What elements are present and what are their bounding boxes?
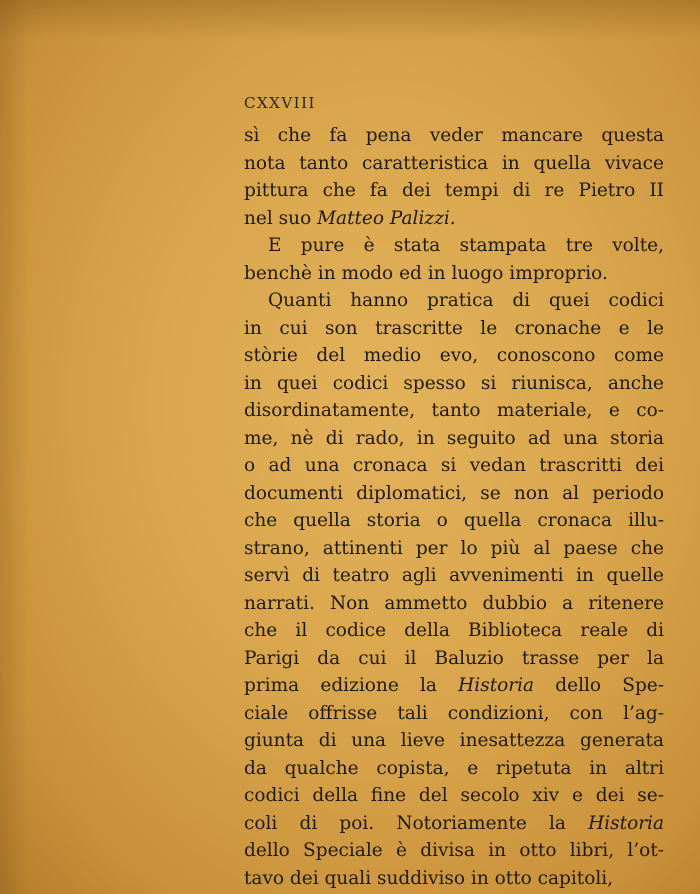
text-segment: E pure è stata stampata tre volte,	[268, 235, 664, 256]
text-segment: documenti diplomatici, se non al periodo	[244, 482, 664, 504]
text-segment: servì di teatro agli avvenimenti in quelle	[244, 565, 664, 586]
text-segment: ciale offrisse tali condizioni, con l’ag-	[244, 702, 664, 724]
text-line	[244, 755, 664, 783]
body-text	[244, 122, 664, 892]
text-line	[244, 177, 664, 205]
italic-title: Historia	[588, 812, 664, 834]
text-segment: codici della fine del secolo xiv e dei se-	[244, 785, 664, 806]
text-segment: giunta di una lieve inesattezza generata	[244, 730, 664, 751]
text-line	[244, 507, 664, 535]
text-line	[244, 480, 664, 508]
text-line	[244, 205, 664, 233]
page-number: CXXVIII	[244, 94, 316, 112]
text-line	[244, 150, 664, 178]
text-line	[244, 370, 664, 398]
text-line	[244, 617, 664, 645]
text-segment: prima edizione la	[244, 675, 459, 696]
text-segment: da qualche copista, e ripetuta in altri	[244, 757, 664, 779]
text-segment: nel suo	[244, 207, 318, 229]
text-line	[244, 260, 664, 288]
text-line	[244, 232, 664, 260]
paragraph	[244, 232, 664, 287]
text-segment: dello Speciale è divisa in otto libri, l’ot-	[244, 840, 664, 861]
text-segment: narrati. Non ammetto dubbio a ritenere	[244, 592, 664, 614]
text-line	[244, 287, 664, 315]
text-line	[244, 535, 664, 563]
text-line	[244, 342, 664, 370]
text-segment: nota tanto caratteristica in quella vivace	[244, 152, 664, 174]
text-line	[244, 590, 664, 618]
text-line	[244, 452, 664, 480]
paragraph	[244, 287, 664, 892]
text-line	[244, 727, 664, 755]
italic-title: Historia	[458, 675, 535, 696]
text-line	[244, 562, 664, 590]
text-segment: o ad una cronaca si vedan trascritti dei	[244, 455, 664, 476]
text-line	[244, 700, 664, 728]
text-line	[244, 122, 664, 150]
text-line	[244, 810, 664, 838]
text-line	[244, 672, 664, 700]
text-segment: dello Spe-	[534, 675, 664, 696]
text-segment: disordinatamente, tanto materiale, e co-	[244, 400, 664, 421]
text-segment: che quella storia o quella cronaca illu-	[244, 510, 664, 531]
text-segment: che il codice della Biblioteca reale di	[244, 620, 664, 641]
text-segment: strano, attinenti per lo più al paese che	[244, 537, 664, 559]
text-line	[244, 865, 664, 893]
text-line	[244, 315, 664, 343]
text-line	[244, 837, 664, 865]
text-segment: tavo dei quali suddiviso in otto capitoli,	[244, 867, 614, 889]
text-segment: Quanti hanno pratica di quei codici	[268, 290, 664, 311]
italic-title: Matteo Palizzi.	[317, 207, 456, 229]
text-segment: in cui son trascritte le cronache e le	[244, 317, 664, 339]
text-line	[244, 397, 664, 425]
text-segment: me, nè di rado, in seguito ad una storia	[244, 427, 664, 449]
text-segment: Parigi da cui il Baluzio trasse per la	[244, 647, 664, 669]
text-segment: stòrie del medio evo, conoscono come	[244, 345, 664, 366]
text-segment: sì che fa pena veder mancare questa	[244, 125, 664, 146]
text-segment: pittura che fa dei tempi di re Pietro II	[244, 180, 664, 201]
page-edge-shadow	[0, 0, 700, 40]
paragraph	[244, 122, 664, 232]
text-line	[244, 425, 664, 453]
text-segment: benchè in modo ed in luogo improprio.	[244, 262, 608, 284]
text-segment: in quei codici spesso si riunisca, anche	[244, 372, 664, 394]
page-gutter-shadow	[0, 0, 30, 894]
text-line	[244, 645, 664, 673]
text-line	[244, 782, 664, 810]
text-segment: coli di poi. Notoriamente la	[244, 812, 589, 834]
